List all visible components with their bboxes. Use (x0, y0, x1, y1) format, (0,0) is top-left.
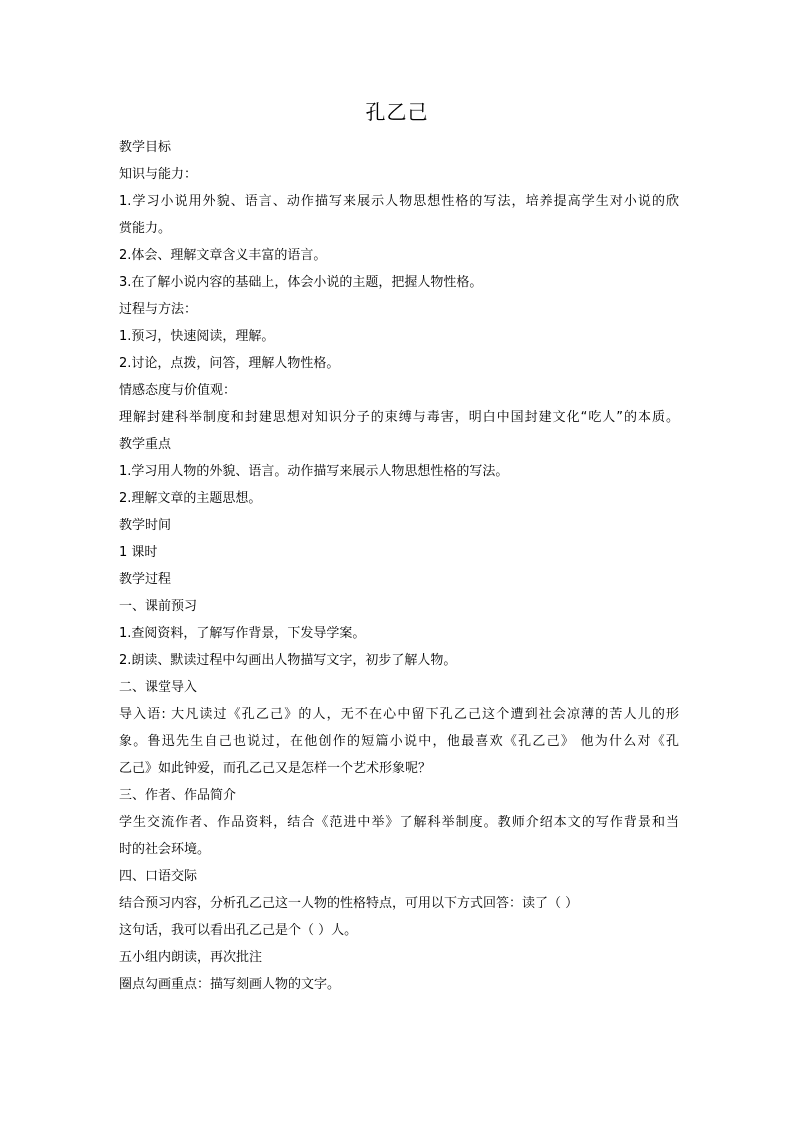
section-heading: 四、口语交际 (119, 869, 198, 884)
section-heading: 三、作者、作品简介 (119, 788, 237, 803)
paragraph-line: 理解封建科举制度和封建思想对知识分子的束缚与毒害，明白中国封建文化“吃人”的本质。 (119, 410, 679, 425)
paragraph-line: 学生交流作者、作品资料，结合《范进中举》了解科举制度。教师介绍本文的写作背景和当 (119, 815, 679, 830)
paragraph-line: 象。鲁迅先生自己也说过，在他创作的短篇小说中，他最喜欢《孔乙己》 他为什么对《孔 (119, 734, 679, 749)
heading-teaching-time: 教学时间 (119, 518, 172, 533)
subheading-knowledge-ability: 知识与能力： (119, 167, 198, 182)
paragraph-line: 2.朗读、默读过程中勾画出人物描写文字，初步了解人物。 (119, 653, 457, 668)
paragraph-line: 时的社会环境。 (119, 842, 211, 857)
paragraph-line-with-blank: 结合预习内容，分析孔乙己这一人物的性格特点，可用以下方式回答：读了（ ） (119, 896, 579, 911)
section-heading: 五小组内朗读，再次批注 (119, 950, 263, 965)
heading-teaching-focus: 教学重点 (119, 437, 172, 452)
section-heading: 二、课堂导入 (119, 680, 198, 695)
subheading-emotion-values: 情感态度与价值观： (119, 383, 237, 398)
paragraph-line: 2.讨论，点拨，问答，理解人物性格。 (119, 356, 340, 371)
section-heading: 一、课前预习 (119, 599, 198, 614)
document-body (119, 134, 679, 998)
paragraph-line: 导入语: 大凡读过《孔乙己》的人，无不在心中留下孔乙己这个遭到社会凉薄的苦人儿的形 (119, 707, 679, 722)
heading-teaching-process: 教学过程 (119, 572, 172, 587)
paragraph-line-with-blank: 这句话，我可以看出孔乙己是个（ ）人。 (119, 923, 358, 938)
subheading-process-method: 过程与方法： (119, 302, 198, 317)
paragraph-line: 2.理解文章的主题思想。 (119, 491, 262, 506)
document-title: 孔乙己 (365, 100, 429, 124)
paragraph-line: 1.预习，快速阅读，理解。 (119, 329, 275, 344)
paragraph-line: 1 课时 (119, 545, 158, 560)
paragraph-line: 赏能力。 (119, 221, 172, 236)
paragraph-line: 1.学习用人物的外貌、语言。动作描写来展示人物思想性格的写法。 (119, 464, 509, 479)
paragraph-line: 圈点勾画重点：描写刻画人物的文字。 (119, 977, 341, 992)
heading-teaching-goals: 教学目标 (119, 140, 172, 155)
paragraph-line: 乙己》如此钟爱，而孔乙己又是怎样一个艺术形象呢？ (119, 761, 432, 776)
paragraph-line: 3.在了解小说内容的基础上，体会小说的主题，把握人物性格。 (119, 275, 483, 290)
paragraph-line: 1.学习小说用外貌、语言、动作描写来展示人物思想性格的写法，培养提高学生对小说的欣 (119, 194, 679, 209)
paragraph-line: 2.体会、理解文章含义丰富的语言。 (119, 248, 327, 263)
paragraph-line: 1.查阅资料，了解写作背景，下发导学案。 (119, 626, 366, 641)
